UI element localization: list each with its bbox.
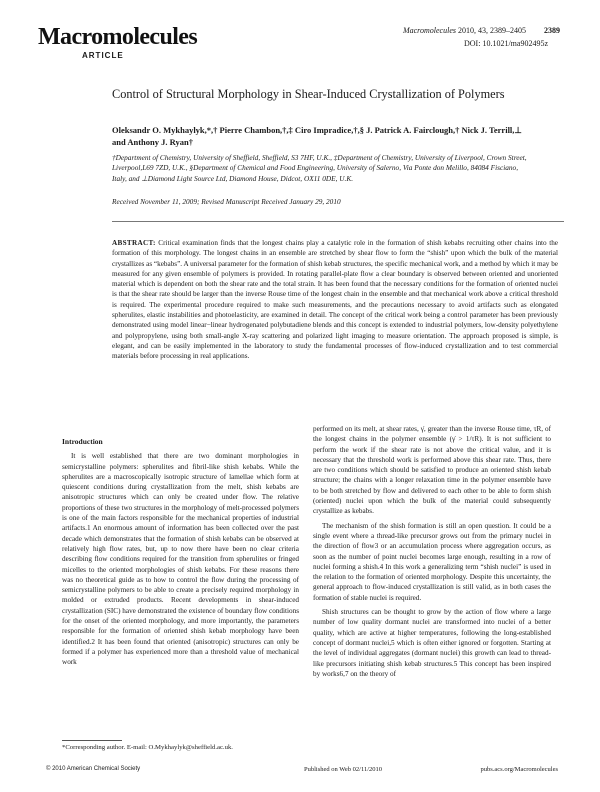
section-heading-introduction: Introduction [62, 437, 103, 446]
article-type-label: ARTICLE [82, 51, 124, 60]
copyright: © 2010 American Chemical Society [46, 766, 141, 772]
affiliations: †Department of Chemistry, University of Sheffield, Sheffield, S3 7HF, U.K., ‡Department of Chemistry, University of Liverpool, Crown Street, Liverpool,L69 7ZD, U.K., §Department of Chemical and Food Engineering, University of Salerno, Via Ponte don Melillo, 84084 Fisciano, Italy, and ⊥Diamond Light Source Ltd, Diamond House, Didcot, OX11 0DE, U.K. [112, 153, 527, 183]
footnote-divider [62, 740, 122, 741]
citation-journal: Macromolecules [402, 26, 456, 35]
abstract-text: Critical examination finds that the longest chains play a catalytic role in the formation of shish kebabs recruiting other chains into the formation of this morphology. The longest chains in an ensemble are stretched by shear flow to form the “shish” upon which the bulk of the material crystallizes as “kebabs”. A universal parameter for the formation of shish kebab structures, the specific mechanical work, and a method by which it may be measured for any given ensemble of polymers is provided. In rotating parallel-plate flow a clear boundary is observed between oriented and unoriented material which is dependent on both the shear rate and the total strain. It has been found that the necessary conditions for the formation of oriented nuclei is that the shear rate should be larger than the inverse Rouse time of the longest chain in the ensemble and that mechanical work above a critical threshold is required. The experimental procedure required to make such measurements, and the precautions necessary to avoid artifacts such as elongated spherulites, elastic instabilities and photoelasticity, are examined in detail. The concept of the critical work being a control parameter has been previously demonstrated using model linear−linear hydrogenated polybutadiene blends and this concept is extended to industrial polymers, low-density polyethylene and polypropylene, using both small-angle X-ray scattering and polarized light imaging to measure orientation. The approach proposed is simple, is elegant, and can be easily implemented in the laboratory to study the fundamental processes of flow-induced crystallization and to test commercial materials before processing in real applications. [112, 239, 558, 361]
published-date: Published on Web 02/11/2010 [304, 766, 383, 773]
right-column [313, 424, 551, 679]
header-divider [112, 221, 564, 222]
intro-paragraph-2: performed on its melt, at shear rates, γ̇, greater than the inverse Rouse time, τR, of the longest chains in the polymer ensemble (γ̇ > 1/τR). It is not sufficient to perform the work if the shear rate is not above the critical value, and it is necessary that the threshold work is performed above this shear rate. Thus, there are two conditions which should be satisfied to produce an oriented shish kebab structure; the chains with a longer relaxation time in the polymer ensemble have to be both stretched by flow and delivered to each other to be able to form shish (oriented) nuclei upon which the bulk of the material could subsequently crystallize as kebabs. [313, 425, 551, 516]
citation-line [378, 26, 560, 35]
page-number: 2389 [544, 26, 560, 35]
journal-url: pubs.acs.org/Macromolecules [480, 766, 558, 773]
left-column [62, 437, 299, 668]
intro-paragraph-1: It is well established that there are two dominant morphologies in semicrystalline polymers: spherulites and fibril-like shish kebabs. While the spherulites are a macroscopically isotropic structure of lamellae which form at quiescent conditions during crystallization from the melt, shish kebabs are anisotropic structures which can only be created under flow. The relative proportions of these two structures in the morphology of melt-processed polymers is one of the main factors responsible for the mechanical properties of industrial artifacts.1 An enormous amount of information has been collected over the past decade which demonstrates that the formation of shish kebabs can be observed at relatively high flow rates, but, up to now there have been no clear criteria describing flow conditions required for the transition from spherulites or fringed micelles to the oriented morphologies of shish kebabs. For these reasons there was no theoretical guide as to how to control the flow during the processing of semicrystalline polymers to be able to create a precisely required morphology in molded or extruded products. Recent developments in shear-induced crystallization (SIC) have demonstrated the existence of boundary flow conditions for the onset of the oriented morphology, and more importantly, the parameters responsible for the formation of oriented shish kebab morphology have been identified.2 It has been found that oriented (anisotropic) structures can only be formed if a polymer has experienced more than a threshold value of mechanical work [62, 452, 299, 667]
abstract-label: ABSTRACT: [112, 239, 156, 247]
doi: DOI: 10.1021/ma902495z [464, 39, 548, 48]
journal-logo: Macromolecules [38, 24, 198, 50]
citation-volume-pages: 2010, 43, 2389–2405 [456, 26, 526, 35]
received-dates: Received November 11, 2009; Revised Manuscript Received January 29, 2010 [112, 197, 341, 206]
corresponding-author-footnote: *Corresponding author. E-mail: O.Mykhaylyk@sheffield.ac.uk. [62, 744, 233, 751]
paper-title: Control of Structural Morphology in Shear-Induced Crystallization of Polymers [112, 87, 505, 101]
intro-paragraph-4: Shish structures can be thought to grow by the action of flow where a large number of low quality dormant nuclei are transformed into nuclei of a better quality, which are active at higher temperatures, following the long-established concept of dormant nuclei,5 which is often either ignored or forgotten. Starting at the level of individual aggregates (dormant nuclei) this growth can lead to thread-like precursors initiating shish kebab structures.5 This concept has been inspired by works6,7 on the theory of [313, 608, 551, 678]
author-list: Oleksandr O. Mykhaylyk,*,† Pierre Chambon,†,‡ Ciro Impradice,†,§ J. Patrick A. Fairclough,† Nick J. Terrill,⊥ and Anthony J. Ryan† [112, 125, 522, 147]
abstract [112, 238, 558, 362]
intro-paragraph-3: The mechanism of the shish formation is still an open question. It could be a single event where a thread-like precursor grows out from the primary nuclei in the direction of flow3 or an accumulation process where aggregation occurs, as soon as the number of point nuclei becomes large enough, resulting in a row of nuclei forming a shish.4 In this work a generalizing term “shish nuclei” is used in the relation to the formation of oriented morphology. Despite this uncertainty, the general approach to flow-induced crystallization is still valid, as in both cases the formation of stable nuclei is required. [313, 521, 551, 602]
